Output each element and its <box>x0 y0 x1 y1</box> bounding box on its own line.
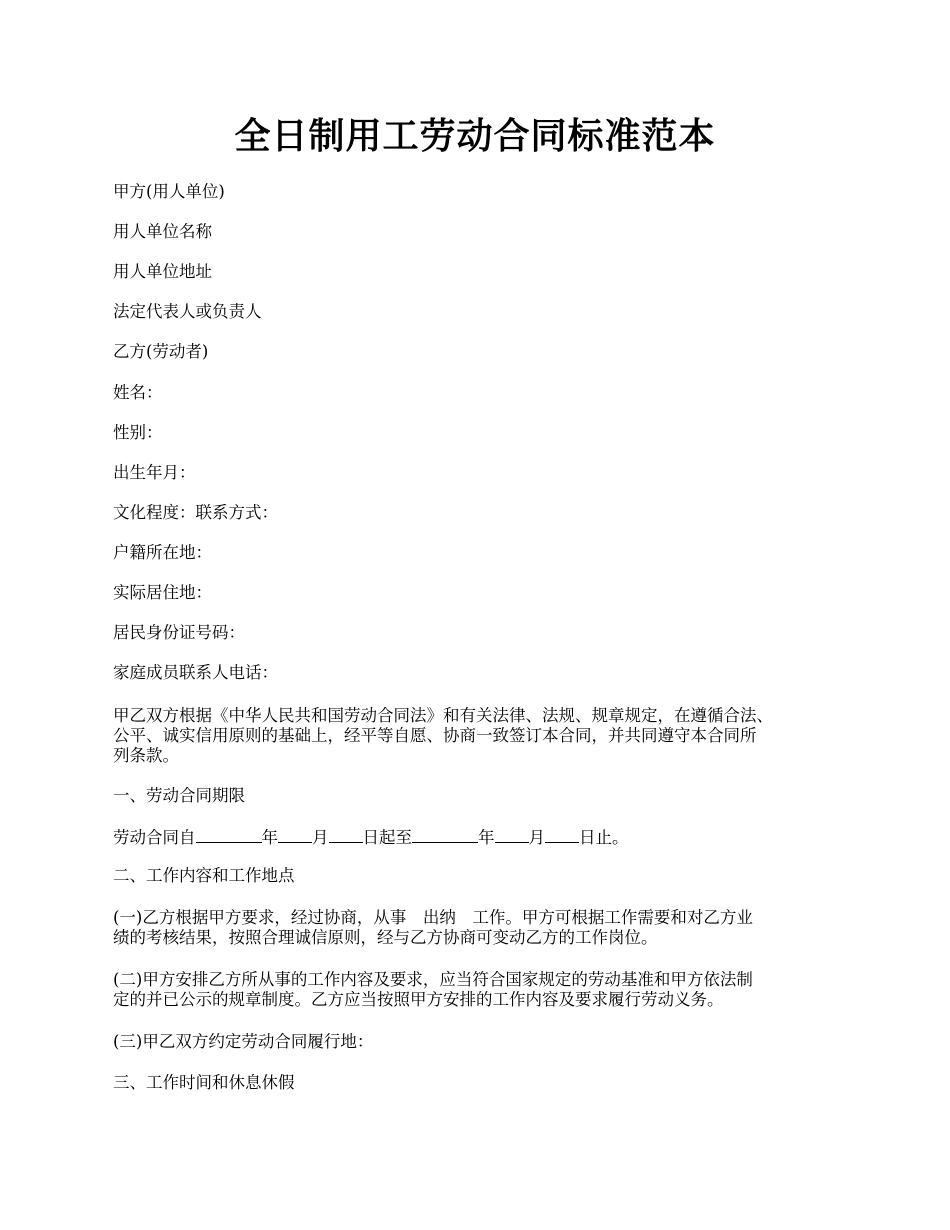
start-day-blank[interactable] <box>329 826 363 843</box>
party-a-heading: 甲方(用人单位) <box>113 182 225 201</box>
item-line: (二)甲方安排乙方所从事的工作内容及要求，应当符合国家规定的劳动基准和甲方依法制 <box>113 970 753 989</box>
item-line: (一)乙方根据甲方要求，经过协商，从事 出纳 工作。甲方可根据工作需要和对乙方业 <box>113 908 753 927</box>
item-line: 绩的考核结果，按照合理诚信原则，经与乙方协商可变动乙方的工作岗位。 <box>113 928 658 947</box>
education-contact-label: 文化程度：联系方式： <box>113 503 278 522</box>
start-month-blank[interactable] <box>278 826 312 843</box>
section-2-item-3: (三)甲乙双方约定劳动合同履行地： <box>113 1032 374 1051</box>
employer-address-label: 用人单位地址 <box>113 262 212 281</box>
preamble-paragraph <box>113 706 853 766</box>
party-b-heading: 乙方(劳动者) <box>113 342 209 361</box>
start-year-blank[interactable] <box>196 826 262 843</box>
section-2-heading: 二、工作内容和工作地点 <box>113 866 295 885</box>
preamble-line: 公平、诚实信用原则的基础上，经平等自愿、协商一致签订本合同，并共同遵守本合同所 <box>113 726 757 745</box>
id-number-label: 居民身份证号码： <box>113 623 245 642</box>
term-month-text: 月 <box>312 828 329 847</box>
document-title: 全日制用工劳动合同标准范本 <box>234 115 716 157</box>
legal-representative-label: 法定代表人或负责人 <box>113 302 262 321</box>
contract-term-line <box>113 826 853 848</box>
actual-residence-label: 实际居住地： <box>113 583 212 602</box>
family-contact-label: 家庭成员联系人电话： <box>113 663 278 682</box>
end-year-blank[interactable] <box>412 826 478 843</box>
item-line: 定的并已公示的规章制度。乙方应当按照甲方安排的工作内容及要求履行劳动义务。 <box>113 990 724 1009</box>
gender-label: 性别： <box>113 423 163 442</box>
term-year2-text: 年 <box>478 828 495 847</box>
employer-name-label: 用人单位名称 <box>113 222 212 241</box>
section-3-heading: 三、工作时间和休息休假 <box>113 1073 295 1092</box>
term-year-text: 年 <box>261 828 278 847</box>
term-prefix: 劳动合同自 <box>113 828 196 847</box>
preamble-line: 甲乙双方根据《中华人民共和国劳动合同法》和有关法律、法规、规章规定，在遵循合法、 <box>113 706 773 725</box>
household-registration-label: 户籍所在地： <box>113 543 212 562</box>
term-month2-text: 月 <box>528 828 545 847</box>
preamble-line: 列条款。 <box>113 746 179 765</box>
end-day-blank[interactable] <box>545 826 579 843</box>
section-1-heading: 一、劳动合同期限 <box>113 786 245 805</box>
term-day-from-text: 日起至 <box>362 828 412 847</box>
name-label: 姓名： <box>113 383 163 402</box>
section-2-item-2 <box>113 970 853 1010</box>
birth-date-label: 出生年月： <box>113 463 196 482</box>
end-month-blank[interactable] <box>495 826 529 843</box>
section-2-item-1 <box>113 908 853 948</box>
term-day-end-text: 日止。 <box>579 828 629 847</box>
